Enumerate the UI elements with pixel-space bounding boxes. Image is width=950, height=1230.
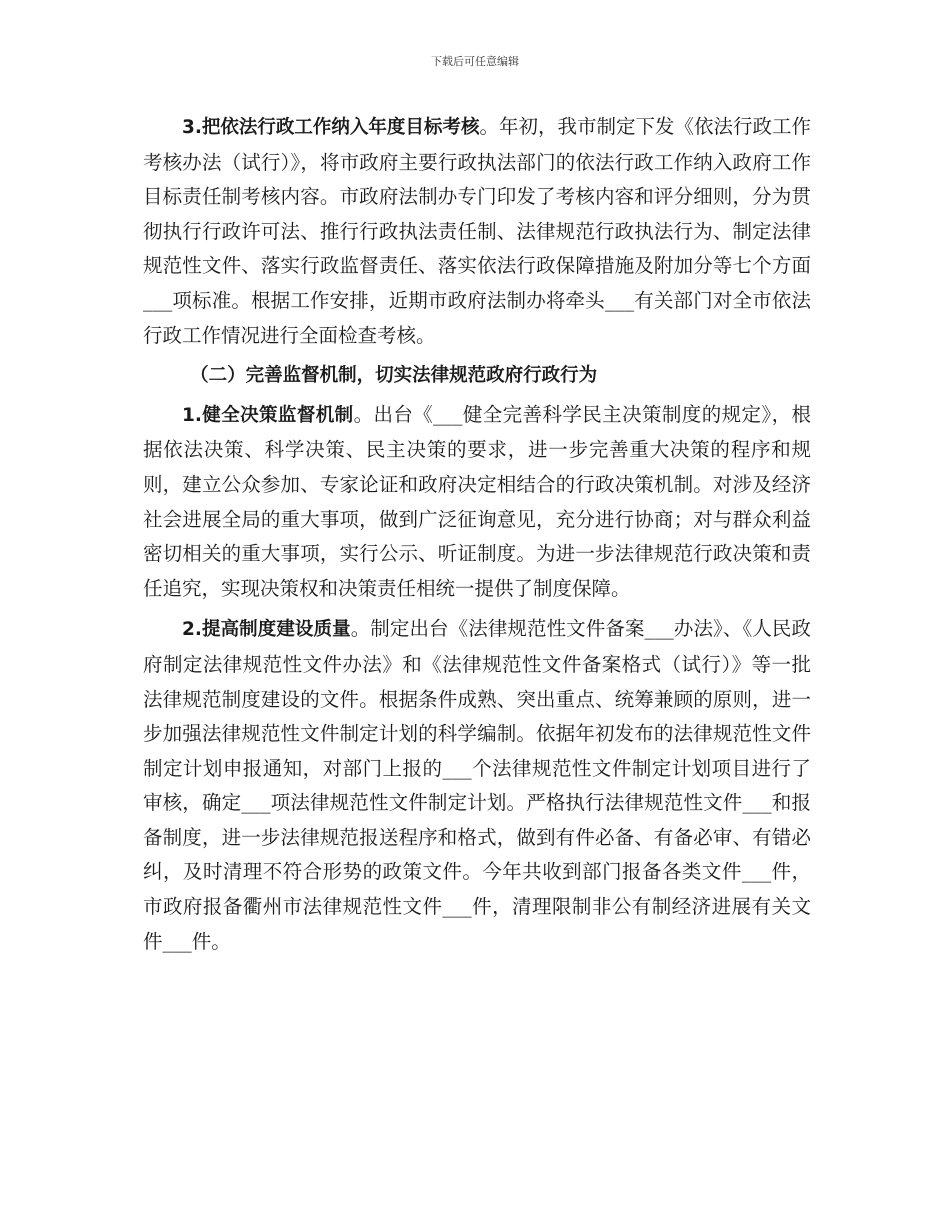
paragraph-system-quality [143, 612, 811, 959]
paragraph-lead: 3.把依法行政工作纳入年度目标考核 [182, 117, 480, 138]
paragraph-target-assessment [143, 110, 811, 353]
paragraph-text: 。出台《___健全完善科学民主决策制度的规定》，根据依法决策、科学决策、民主决策的要求，进一步完善重大决策的程序和规则，建立公众参加、专家论证和政府决定相结合的行政决策机制。对涉及经济社会进展全局的重大事项，做到广泛征询意见，充分进行协商；对与群众利益密切相关的重大事项，实行公示、听证制度。为进一步法律规范行政决策和责任追究，实现决策权和决策责任相统一提供了制度保障。 [143, 402, 811, 600]
paragraph-text: 。年初，我市制定下发《依法行政工作考核办法（试行）》，将市政府主要行政执法部门的依法行政工作纳入政府工作目标责任制考核内容。市政府法制办专门印发了考核内容和评分细则，分为贯彻执行行政许可法、推行行政执法责任制、法律规范行政执法行为、制定法律规范性文件、落实行政监督责任、落实依法行政保障措施及附加分等七个方面___项标准。根据工作安排，近期市政府法制办将牵头___有关部门对全市依法行政工作情况进行全面检查考核。 [143, 115, 811, 347]
paragraph-lead: 1.健全决策监督机制 [182, 404, 354, 426]
paragraph-lead: 2.提高制度建设质量 [182, 619, 351, 641]
paragraph-decision-supervision [143, 398, 811, 607]
page-header: 下载后可任意编辑 [431, 55, 519, 68]
paragraph-text: 。制定出台《法律规范性文件备案___办法》、《人民政府制定法律规范性文件办法》和《法律规范性文件备案格式（试行）》等一批法律规范制度建设的文件。根据条件成熟、突出重点、统筹兼顾的原则，进一步加强法律规范性文件制定计划的科学编制。依据年初发布的法律规范性文件制定计划申报通知，对部门上报的___个法律规范性文件制定计划项目进行了审核，确定___项法律规范性文件制定计划。严格执行法律规范性文件___和报备制度，进一步法律规范报送程序和格式，做到有件必备、有备必审、有错必纠，及时清理不符合形势的政策文件。今年共收到部门报备各类文件___件，市政府报备衢州市法律规范性文件___件，清理限制非公有制经济进展有关文件___件。 [143, 617, 811, 953]
document-body [143, 110, 811, 959]
section-heading: （二）完善监督机制，切实法律规范政府行政行为 [190, 365, 598, 387]
